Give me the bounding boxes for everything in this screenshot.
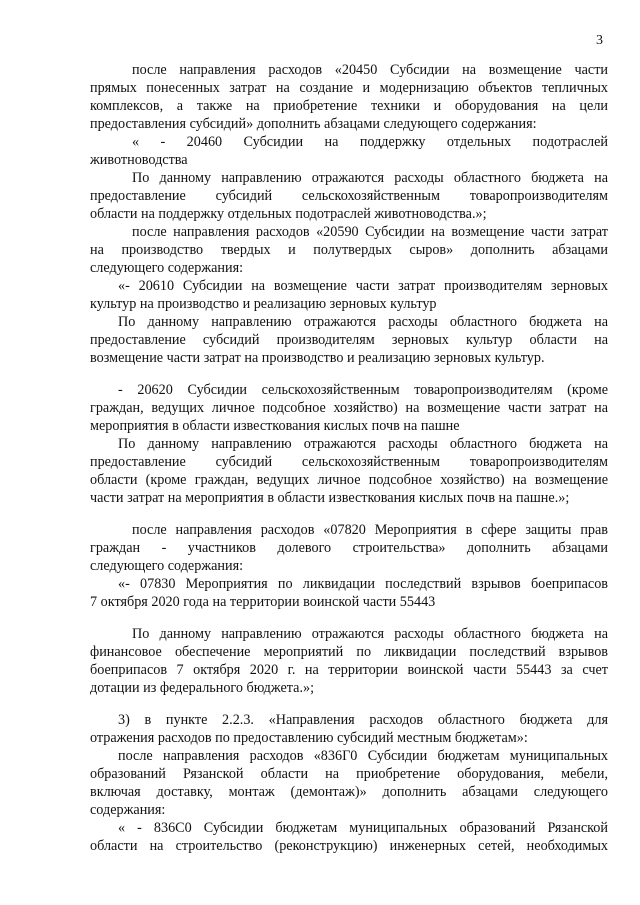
text-line: после направления расходов «836Г0 Субсидии бюджетам муниципальных — [118, 748, 608, 764]
text-line: животноводства — [90, 152, 188, 168]
text-line: области (кроме граждан, ведущих личное подсобное хозяйство) на возмещение — [90, 472, 608, 488]
text-line: части затрат на мероприятия в области известкования кислых почв на пашне.»; — [90, 490, 570, 506]
text-line: « - 20460 Субсидии на поддержку отдельных подотраслей — [132, 134, 608, 150]
text-line: следующего содержания: — [90, 260, 244, 276]
text-line: комплексов, а также на приобретение техники и оборудования на цели — [90, 98, 608, 114]
text-line: образований Рязанской области на приобретение оборудования, мебели, — [90, 766, 608, 782]
text-line: отражения расходов по предоставлению субсидий местным бюджетам»: — [90, 730, 528, 746]
text-line: прямых понесенных затрат на создание и модернизацию объектов тепличных — [90, 80, 608, 96]
text-line: боеприпасов 7 октября 2020 г. на территории воинской части 55443 за счет — [90, 662, 608, 678]
text-line: содержания: — [90, 802, 166, 818]
text-line: возмещение части затрат на производство и реализацию зерновых культур. — [90, 350, 545, 366]
text-line: граждан - участников долевого строительства» дополнить абзацами — [90, 540, 608, 556]
text-line: предоставления субсидий» дополнить абзацами следующего содержания: — [90, 116, 537, 132]
text-line: «- 07830 Мероприятия по ликвидации последствий взрывов боеприпасов — [118, 576, 608, 592]
text-line: - 20620 Субсидии сельскохозяйственным товаропроизводителям (кроме — [118, 382, 608, 398]
text-line: мероприятия в области известкования кислых почв на пашне — [90, 418, 460, 434]
text-line: граждан, ведущих личное подсобное хозяйство) на возмещение части затрат на — [90, 400, 608, 416]
text-line: после направления расходов «20590 Субсидии на возмещение части затрат — [132, 224, 608, 240]
text-line: области на поддержку отдельных подотраслей животноводства.»; — [90, 206, 487, 222]
text-line: предоставление субсидий сельскохозяйственным товаропроизводителям — [90, 454, 608, 470]
text-line: По данному направлению отражаются расходы областного бюджета на — [118, 314, 608, 330]
text-line: включая доставку, монтаж (демонтаж)» дополнить абзацами следующего — [90, 784, 608, 800]
text-line: По данному направлению отражаются расходы областного бюджета на — [132, 626, 608, 642]
text-line: финансовое обеспечение мероприятий по ликвидации последствий взрывов — [90, 644, 608, 660]
text-line: 7 октября 2020 года на территории воинской части 55443 — [90, 594, 436, 610]
text-line: « - 836С0 Субсидии бюджетам муниципальных образований Рязанской — [118, 820, 608, 836]
text-line: 3) в пункте 2.2.3. «Направления расходов областного бюджета для — [118, 712, 608, 728]
text-line: культур на производство и реализацию зерновых культур — [90, 296, 437, 312]
text-line: По данному направлению отражаются расходы областного бюджета на — [132, 170, 608, 186]
text-line: предоставление субсидий производителям зерновых культур области на — [90, 332, 608, 348]
text-line: на производство твердых и полутвердых сыров» дополнить абзацами — [90, 242, 608, 258]
page-number: 3 — [596, 33, 603, 48]
text-line: области на строительство (реконструкцию) инженерных сетей, необходимых — [90, 838, 608, 854]
text-line: следующего содержания: — [90, 558, 244, 574]
text-line: «- 20610 Субсидии на возмещение части затрат производителям зерновых — [118, 278, 608, 294]
text-line: после направления расходов «20450 Субсидии на возмещение части — [132, 62, 608, 78]
text-line: дотации из федерального бюджета.»; — [90, 680, 315, 696]
text-line: предоставление субсидий сельскохозяйственным товаропроизводителям — [90, 188, 608, 204]
text-line: По данному направлению отражаются расходы областного бюджета на — [118, 436, 608, 452]
text-line: после направления расходов «07820 Мероприятия в сфере защиты прав — [132, 522, 608, 538]
